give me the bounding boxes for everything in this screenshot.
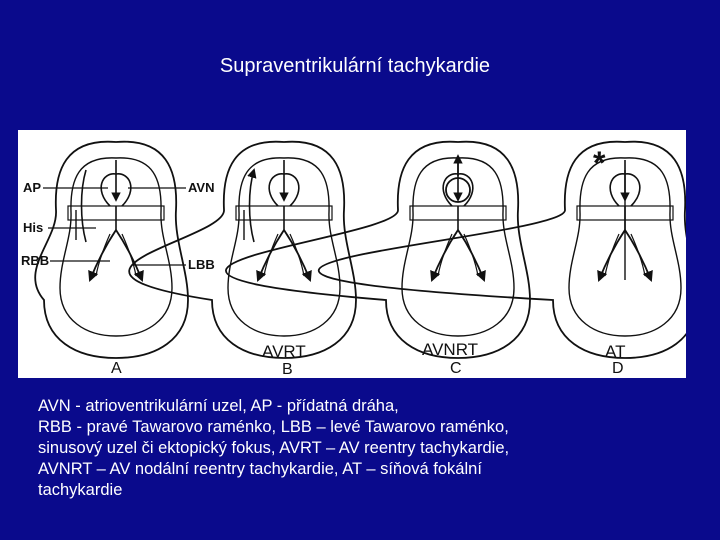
caption-line: sinusový uzel či ektopický fokus, AVRT – AV reentry tachykardie, [38,439,510,457]
panel-letter-b: B [282,361,293,378]
caption-line: tachykardie [38,481,123,499]
panel-letter-d: D [612,360,624,377]
heart-conduction-figure [18,130,686,378]
caption-line: AVN - atrioventrikulární uzel, AP - přídatná dráha, [38,397,399,415]
branch-fascicle [631,234,645,276]
caption-line: AVNRT – AV nodální reentry tachykardie, AT – síňová fokální [38,460,482,478]
branch-fascicle [96,234,110,276]
conduction-diagram [18,130,686,378]
label-avn: AVN [188,180,215,195]
panel-name-d: AT [605,342,626,361]
label-lbb: LBB [188,257,215,272]
left-bundle-branch [625,230,651,280]
right-bundle-branch [258,230,284,280]
label-ap: AP [23,180,42,195]
branch-fascicle [290,234,304,276]
panel-letter-c: C [450,360,462,377]
slide-title: Supraventrikulární tachykardie [219,55,491,77]
panel-letter-a: A [111,360,122,377]
label-his: His [23,220,44,235]
panel-name-c: AVNRT [422,340,479,359]
branch-fascicle [605,234,619,276]
branch-fascicle [464,234,478,276]
panel-name-b: AVRT [262,342,306,361]
ectopic-focus-marker: * [593,145,606,181]
caption [38,396,688,501]
branch-fascicle [264,234,278,276]
left-bundle-branch [284,230,310,280]
caption-line: RBB - pravé Tawarovo raménko, LBB – levé Tawarovo raménko, [38,418,509,436]
right-bundle-branch [599,230,625,280]
right-bundle-branch [90,230,116,280]
label-rbb: RBB [21,253,50,268]
heart-outline [226,142,530,358]
